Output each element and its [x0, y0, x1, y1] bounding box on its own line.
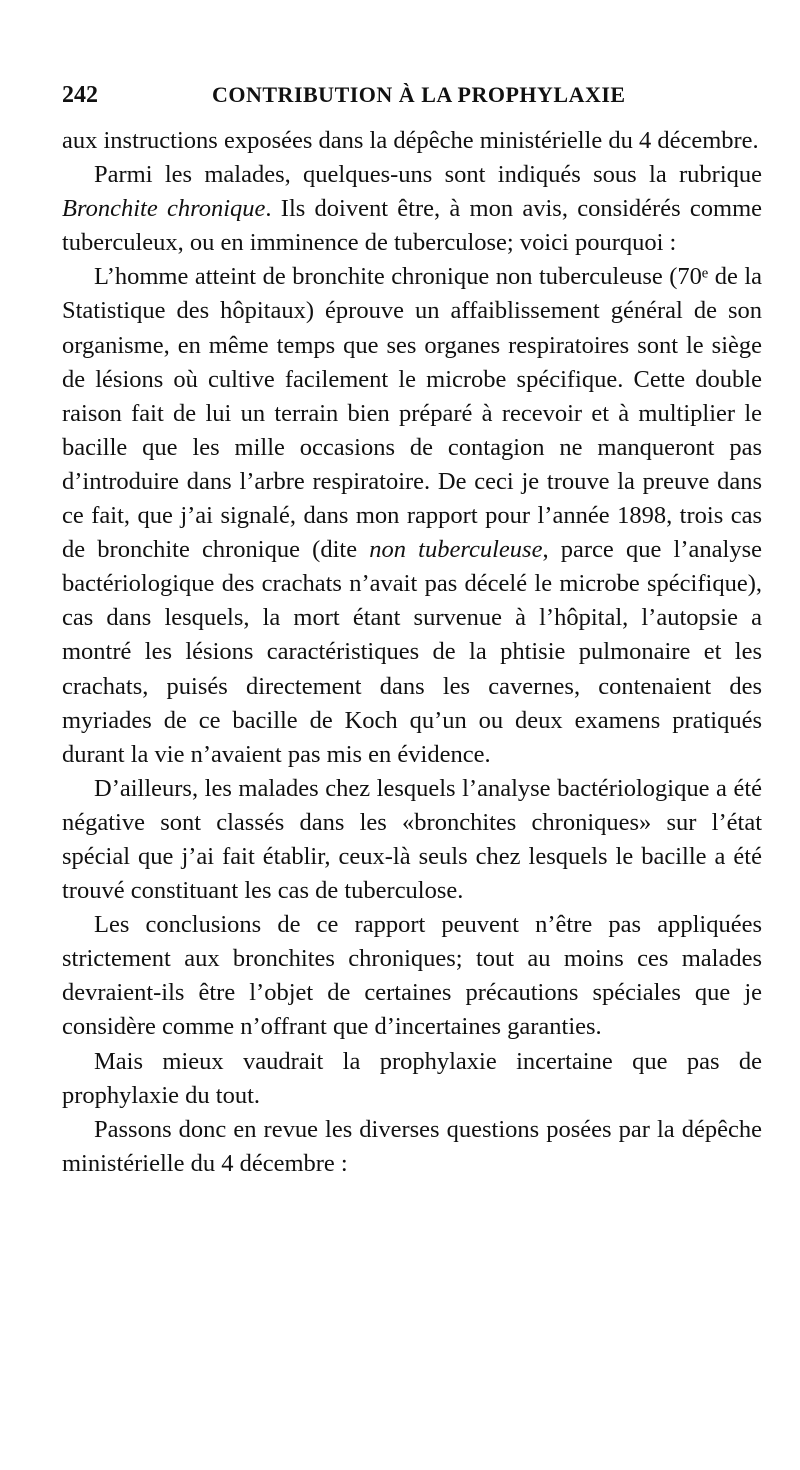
- body-text: [62, 124, 762, 1181]
- paragraph-2: [62, 158, 762, 260]
- paragraph-5: [62, 908, 762, 1044]
- paragraph-3-italic-term: non tuberculeuse: [369, 536, 543, 564]
- paragraph-6-text: Mais mieux vaudrait la prophylaxie incertaine que pas de prophylaxie du tout.: [62, 1047, 762, 1109]
- paragraph-3: [62, 260, 762, 771]
- running-title: CONTRIBUTION À LA PROPHYLAXIE: [212, 82, 626, 107]
- paragraph-1-text: aux instructions exposées dans la dépêche ministérielle du 4 décembre.: [62, 127, 759, 154]
- paragraph-4-text: D’ailleurs, les malades chez lesquels l’analyse bactériologique a été négative sont classés dans les «bronchites chroniques» sur l’état spécial que j’ai fait établir, ceux-là seuls chez lesquels le bacille a été trouvé constituant les cas de tuberculose.: [62, 774, 762, 905]
- paragraph-3-text-a: L’homme atteint de bronchite chronique non tuberculeuse (70ᵉ de la Statistique des hôpitaux) éprouve un affaiblissement général de son organisme, en même temps que ses organes respiratoires sont le siège de lésions où cultive facilement le microbe spécifique. Cette double raison fait de lui un terrain bien préparé à recevoir et à multiplier le bacille que les mille occasions de contagion ne manqueront pas d’introduire dans l’arbre respiratoire. De ceci je trouve la preuve dans ce fait, que j’ai signalé, dans mon rapport pour l’année 1898, trois cas de bronchite chronique (dite: [62, 263, 762, 564]
- paragraph-3-text-b: , parce que l’analyse bactériologique des crachats n’avait pas décelé le microbe spécifique), cas dans lesquels, la mort étant survenue à l’hôpital, l’autopsie a montré les lésions caractéristiques de la phtisie pulmonaire et les crachats, puisés directement dans les cavernes, contenaient des myriades de ce bacille de Koch qu’un ou deux examens pratiqués durant la vie n’avaient pas mis en évidence.: [62, 536, 762, 768]
- paragraph-7-text: Passons donc en revue les diverses questions posées par la dépêche ministérielle du 4 décembre :: [62, 1115, 762, 1177]
- paragraph-2-text-b: . Ils doivent être, à mon avis, considérés comme tuberculeux, ou en imminence de tuberculose; voici pourquoi :: [62, 195, 762, 257]
- paragraph-2-italic-term: Bronchite chronique: [62, 195, 266, 223]
- paragraph-1: [62, 124, 762, 158]
- paragraph-5-text: Les conclusions de ce rapport peuvent n’être pas appliquées strictement aux bronchites chroniques; tout au moins ces malades devraient-ils être l’objet de certaines précautions spéciales que je considère comme n’offrant que d’incertaines garanties.: [62, 911, 762, 1041]
- page-header: [62, 82, 762, 116]
- paragraph-6: [62, 1045, 762, 1113]
- page-number: 242: [62, 82, 98, 108]
- paragraph-2-text-a: Parmi les malades, quelques-uns sont indiqués sous la rubrique: [94, 161, 762, 189]
- paragraph-7: [62, 1113, 762, 1181]
- paragraph-4: [62, 772, 762, 908]
